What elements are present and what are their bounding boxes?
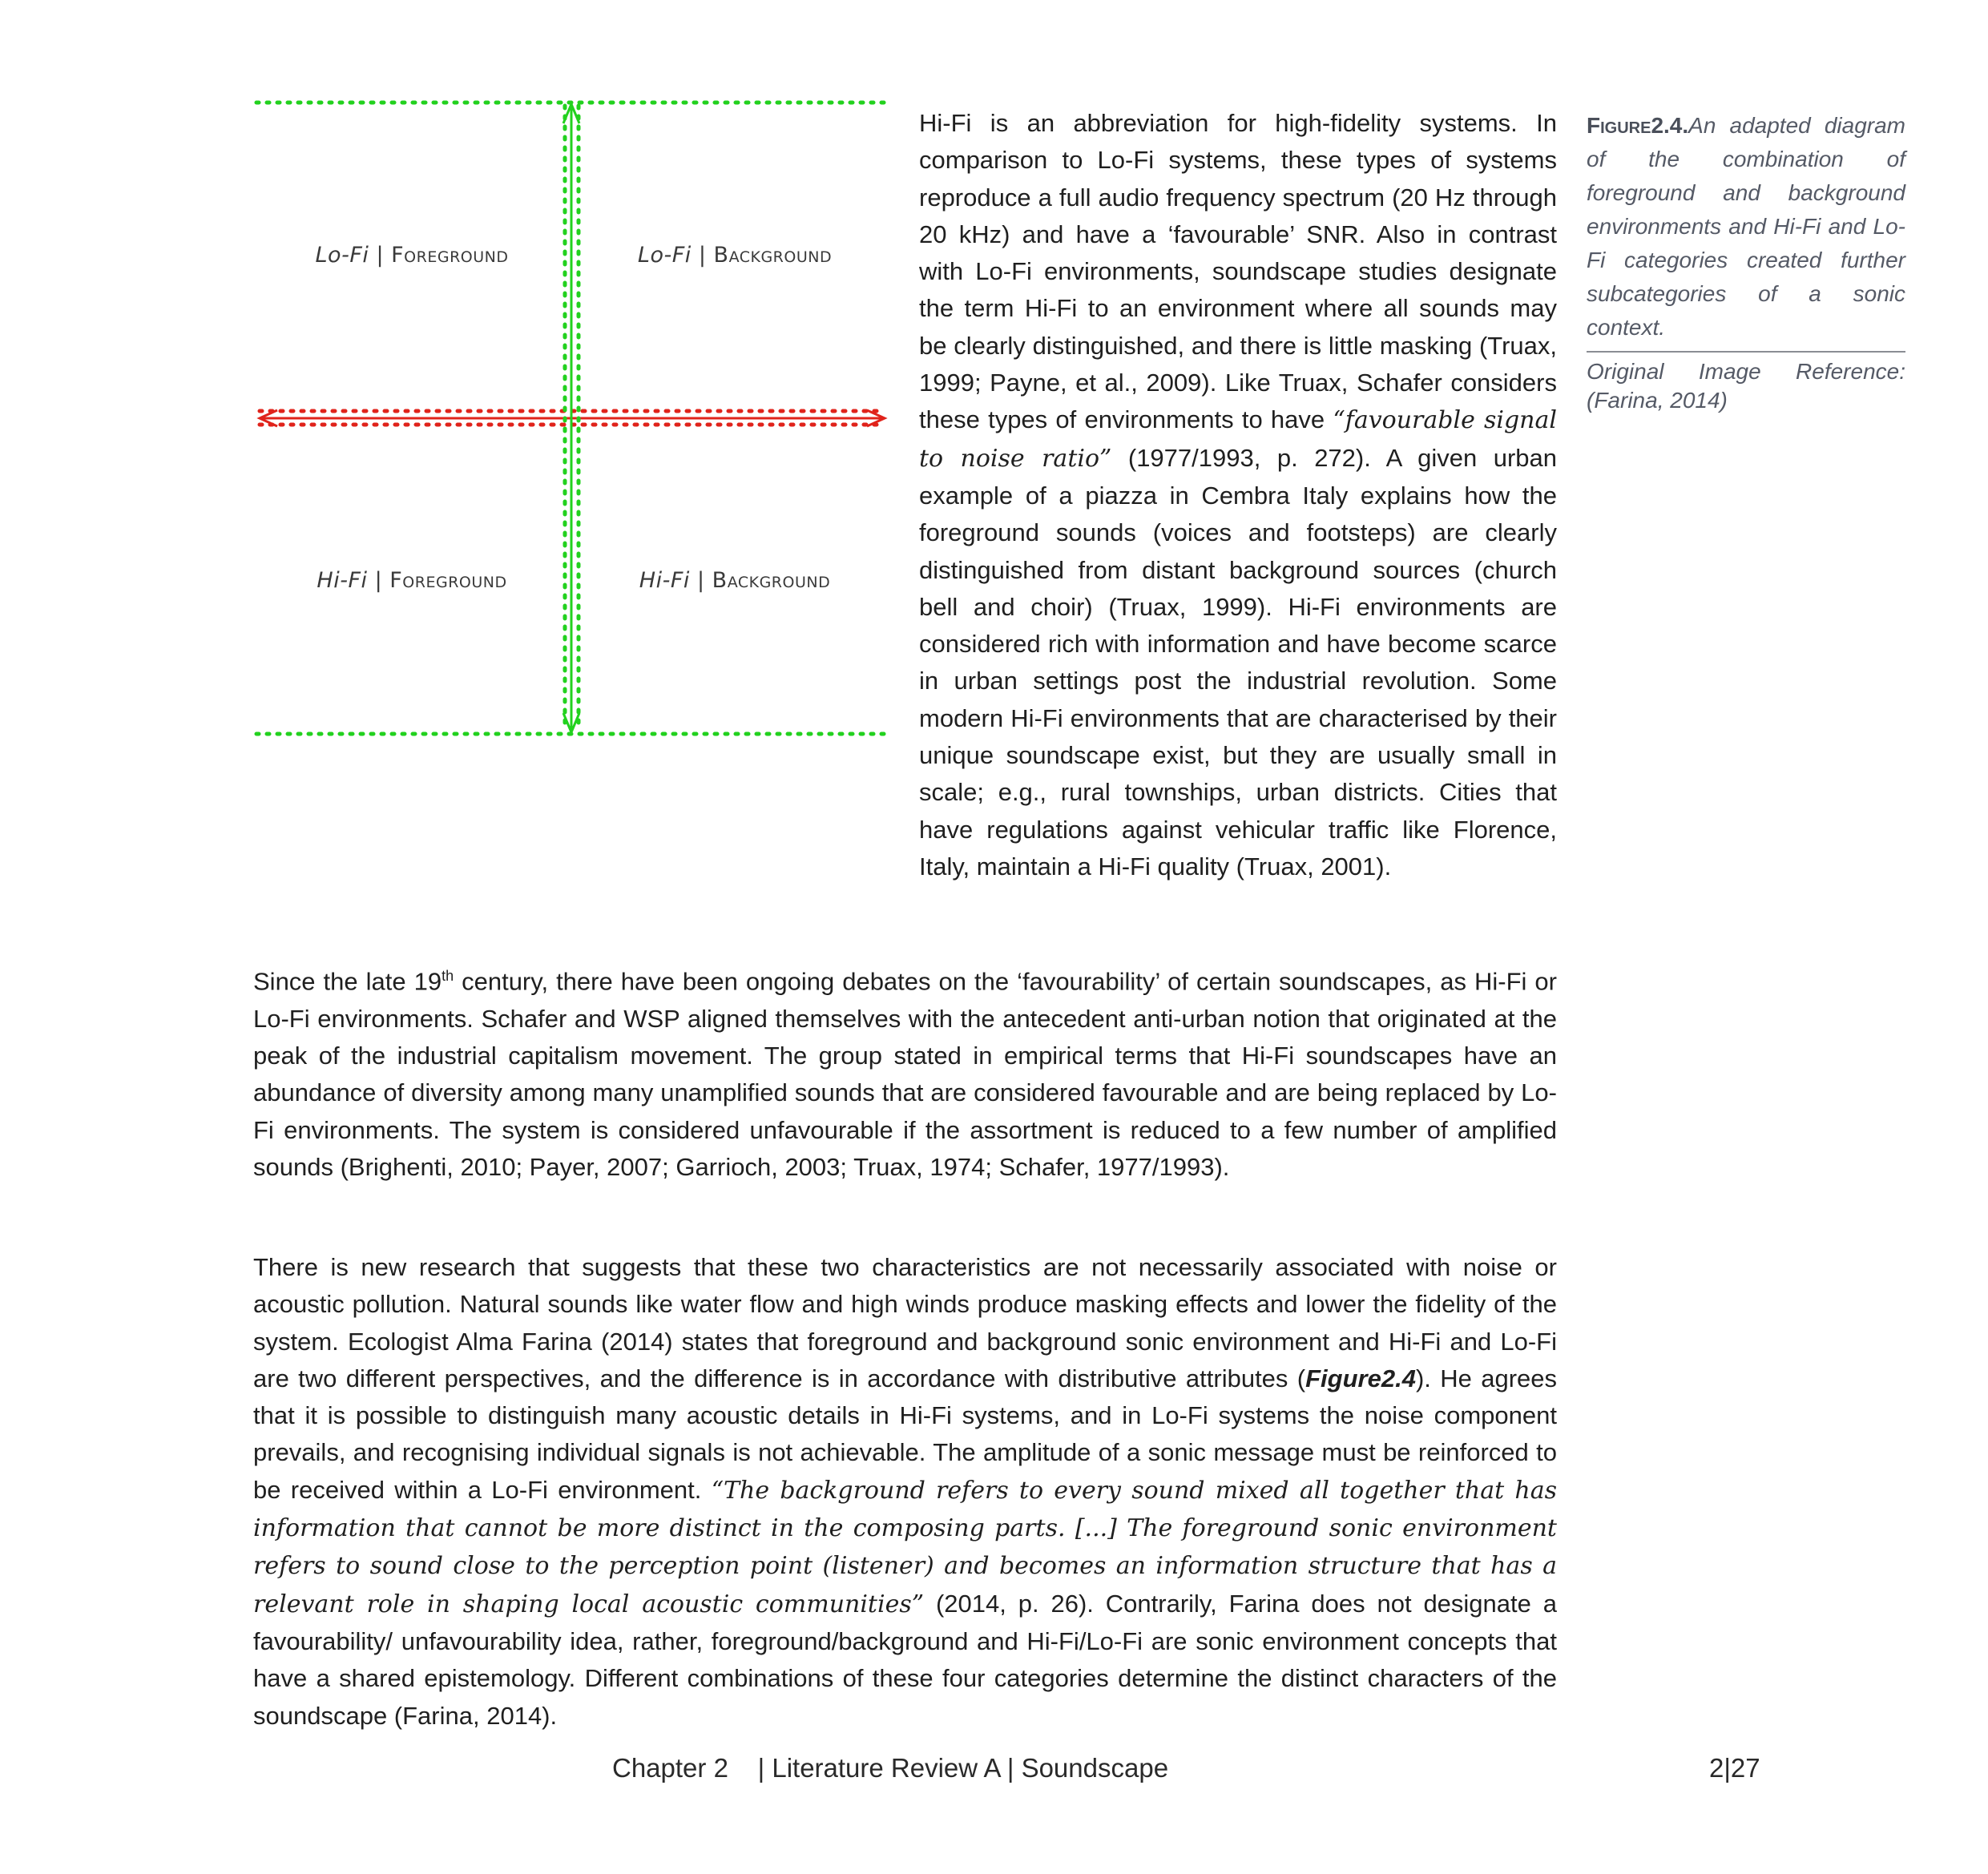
body-paragraph-1 — [253, 957, 1557, 1186]
caption-reference: Original Image Reference: (Farina, 2014) — [1587, 359, 1905, 413]
figure-caption-text: An adapted diagram of the combination of foreground and background environments and Hi-Fi and Lo-Fi categories created further subcategories of a sonic context. — [1587, 113, 1905, 340]
para2-text-b: ). He agrees that it is possible to distinguish many acoustic details in Hi-Fi systems, and in Lo-Fi systems the noise component prevails, and recognising individual signals is not achievable. The amplitude of a sonic message must be reinforced to be received within a Lo-Fi environment. — [253, 1364, 1558, 1504]
figure-2-4-diagram — [252, 98, 893, 739]
label-lofi-background: Lo-Fi | Background — [637, 243, 833, 268]
figure-reference-link[interactable]: Figure2.4 — [1305, 1364, 1416, 1392]
label-lofi-foreground: Lo-Fi | Foreground — [315, 243, 509, 268]
footer-page-number: 2|27 — [1709, 1753, 1760, 1783]
para1-superscript: th — [442, 968, 454, 984]
para2-quote: “The background refers to every sound mixed all together that has information that cannot be more distinct in the composing parts. [...] The foreground sonic environment refers to sound close to the perception point (listener) and becomes an information structure that has a relevant role in shaping local acoustic communities” — [253, 1476, 1557, 1618]
side-text-part1: Hi-Fi is an abbreviation for high-fidelity systems. In comparison to Lo-Fi systems, these types of systems reproduce a full audio frequency spectrum (20 Hz through 20 kHz) and have a ‘favourable’ SNR. Also in contrast with Lo-Fi environments, soundscape studies designate the term Hi-Fi to an environment where all sounds may be clearly distinguished, and there is little masking (Truax, 1999; Payne, et al., 2009). Like Truax, Schafer considers these types of environments to have — [919, 109, 1557, 434]
body-paragraph-2 — [253, 1249, 1557, 1735]
para1-text-a: Since the late 19 — [253, 967, 442, 996]
side-text-quote: “favourable signal to noise ratio” — [919, 406, 1557, 473]
label-hifi-background: Hi-Fi | Background — [639, 568, 831, 593]
side-text-part2: (1977/1993, p. 272). A given urban example of a piazza in Cembra Italy explains how the foreground sounds (voices and footsteps) are clearly distinguished from distant background sources (church bell and choir) (Truax, 1999). Hi-Fi environments are considered rich with information and have become scarce in urban settings post the industrial revolution. Some modern Hi-Fi environments that are characterised by their unique soundscape exist, but they are usually small in scale; e.g., rural townships, urban districts. Cities that have regulations against vehicular traffic like Florence, Italy, maintain a Hi-Fi quality (Truax, 2001). — [919, 443, 1557, 881]
para1-text-b: century, there have been ongoing debates on the ‘favourability’ of certain soundscapes, as Hi-Fi or Lo-Fi environments. Schafer and WSP aligned themselves with the antecedent anti-urban notion that originated at the peak of the industrial capitalism movement. The group stated in empirical terms that Hi-Fi soundscapes have an abundance of diversity among many unamplified sounds that are considered favourable and are being replaced by Lo-Fi environments. The system is considered unfavourable if the assortment is reduced to a few number of amplified sounds (Brighenti, 2010; Payer, 2007; Garrioch, 2003; Truax, 1974; Schafer, 1977/1993). — [253, 967, 1557, 1181]
para2-text-c: (2014, p. 26). Contrarily, Farina does not designate a favourability/ unfavourability idea, rather, foreground/background and Hi-Fi/Lo-Fi are sonic environment concepts that have a shared epistemology. Different combinations of these four categories determine the distinct characters of the soundscape (Farina, 2014). — [253, 1589, 1558, 1730]
caption-divider — [1587, 351, 1905, 353]
figure-caption-label: Figure2.4. — [1587, 113, 1689, 138]
figure-caption — [1587, 109, 1905, 345]
hifi-definition-paragraph — [919, 105, 1557, 885]
label-hifi-foreground: Hi-Fi | Foreground — [317, 568, 507, 593]
footer-chapter-title: Chapter 2 | Literature Review A | Soundscape — [612, 1753, 1169, 1783]
para2-text-a: There is new research that suggests that these two characteristics are not necessarily associated with noise or acoustic pollution. Natural sounds like water flow and high winds produce masking effects and lower the fidelity of the system. Ecologist Alma Farina (2014) states that foreground and background sonic environment and Hi-Fi and Lo-Fi are two different perspectives, and the difference is in accordance with distributive attributes ( — [253, 1253, 1557, 1392]
